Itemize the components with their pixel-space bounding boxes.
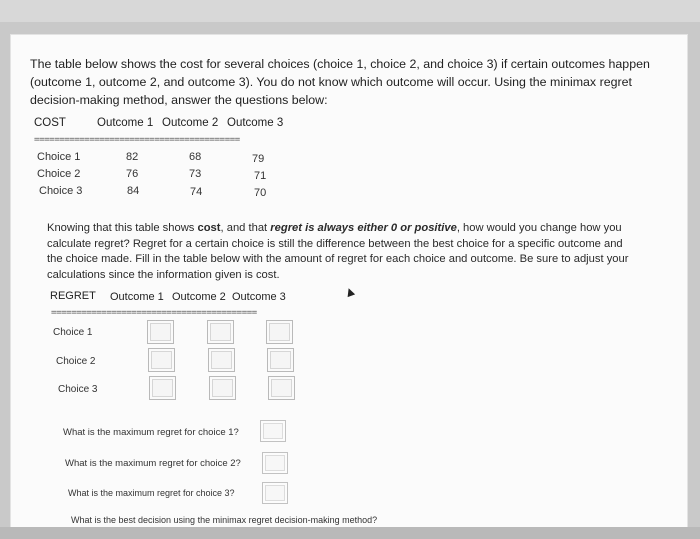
cost-cell: 76 xyxy=(126,168,139,180)
bottom-strip xyxy=(0,527,700,539)
regret-input-choice1-outcome3[interactable] xyxy=(266,320,293,344)
regret-row-label: Choice 2 xyxy=(56,356,96,367)
cost-row-label: Choice 3 xyxy=(39,185,83,197)
regret-input-choice2-outcome3[interactable] xyxy=(267,348,294,372)
regret-input-choice3-outcome1[interactable] xyxy=(149,376,176,400)
cost-cell: 79 xyxy=(252,153,265,165)
top-strip xyxy=(0,0,700,22)
cost-cell: 73 xyxy=(189,168,202,180)
instructions-text: Knowing that this table shows cost, and that regret is always either 0 or positive, how would you change how you calculate regret? Regret for a certain choice is still the difference between the best choice for a specific outcome and the choice made. Fill in the table below with the amount of regret for each choice and outcome. Be sure to adjust your calculations since the information given is cost. xyxy=(47,222,629,281)
answer-input-max-regret-choice-2[interactable] xyxy=(262,452,288,474)
cost-table-separator: ========================================= xyxy=(34,135,240,145)
regret-header-outcome-2: Outcome 2 xyxy=(172,291,226,303)
regret-input-choice3-outcome2[interactable] xyxy=(209,376,236,400)
regret-header-outcome-3: Outcome 3 xyxy=(232,291,286,303)
regret-table-separator: ========================================= xyxy=(51,308,257,318)
cost-cell: 84 xyxy=(127,185,140,197)
regret-input-choice2-outcome2[interactable] xyxy=(208,348,235,372)
regret-header-outcome-1: Outcome 1 xyxy=(110,291,164,303)
question-max-regret-choice-3: What is the maximum regret for choice 3? xyxy=(68,488,235,498)
cost-header-outcome-2: Outcome 2 xyxy=(162,117,219,129)
regret-row-label: Choice 3 xyxy=(58,384,98,395)
regret-input-choice1-outcome2[interactable] xyxy=(207,320,234,344)
cost-cell: 71 xyxy=(254,170,267,182)
cost-row-label: Choice 1 xyxy=(37,151,81,163)
answer-input-max-regret-choice-1[interactable] xyxy=(260,420,286,442)
intro-text: The table below shows the cost for several choices (choice 1, choice 2, and choice 3) if certain outcomes happen (outcome 1, outcome 2, and outcome 3). You do not know which outcome will occur. Using the minimax regret decision-making method, answer the questions below: xyxy=(30,57,650,107)
answer-input-max-regret-choice-3[interactable] xyxy=(262,482,288,504)
regret-row-label: Choice 1 xyxy=(53,327,93,338)
regret-table-label: REGRET xyxy=(50,290,96,302)
question-best-decision: What is the best decision using the minimax regret decision-making method? xyxy=(71,515,378,525)
regret-input-choice1-outcome1[interactable] xyxy=(147,320,174,344)
cost-cell: 82 xyxy=(126,151,139,163)
cost-header-outcome-1: Outcome 1 xyxy=(97,117,154,129)
regret-input-choice3-outcome3[interactable] xyxy=(268,376,295,400)
cost-cell: 68 xyxy=(189,151,202,163)
cost-header-outcome-3: Outcome 3 xyxy=(227,117,284,129)
question-max-regret-choice-1: What is the maximum regret for choice 1? xyxy=(63,427,239,438)
cost-cell: 74 xyxy=(190,186,203,198)
cost-cell: 70 xyxy=(254,187,267,199)
cost-table-label: COST xyxy=(34,117,66,129)
question-max-regret-choice-2: What is the maximum regret for choice 2? xyxy=(65,458,241,469)
regret-input-choice2-outcome1[interactable] xyxy=(148,348,175,372)
cost-row-label: Choice 2 xyxy=(37,168,81,180)
